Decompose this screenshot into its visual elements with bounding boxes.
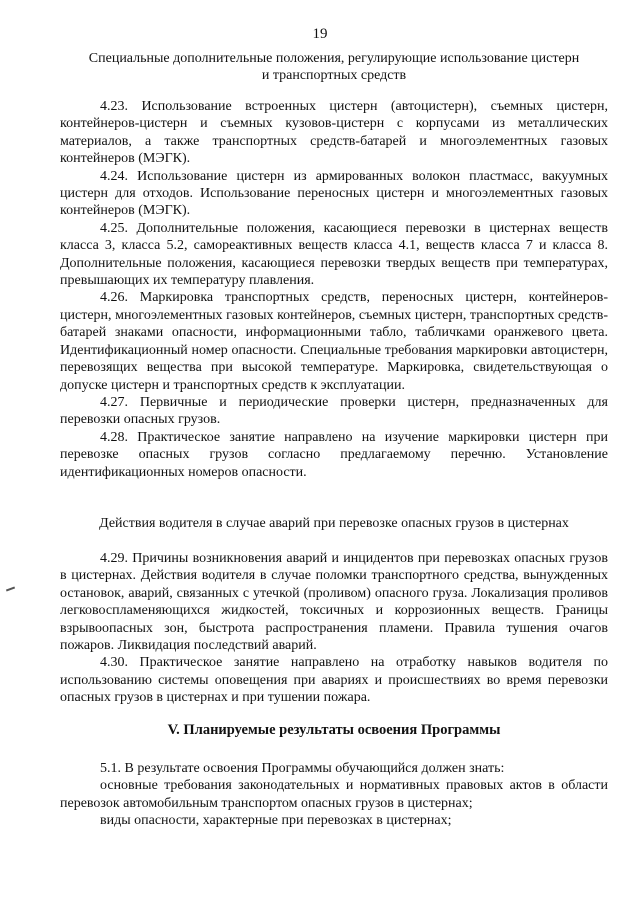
paragraph-hazard-types: виды опасности, характерные при перевозках в цистернах; [100, 813, 452, 829]
paragraph-requirements: основные требования законодательных и нормативных правовых актов в области перевозок автомобильным транспортом опасных грузов в цистернах; [60, 778, 608, 811]
paragraph-4-24: 4.24. Использование цистерн из армированных волокон пластмасс, вакуумных цистерн для отходов. Использование переносных цистерн и многоэлементных газовых контейнеров (МЭГК). [60, 168, 608, 219]
section-title-line-1: Специальные дополнительные положения, регулирующие использование цистерн [88, 51, 580, 66]
section-title-line-2: и транспортных средств [261, 68, 407, 83]
section-body-tanks [60, 98, 608, 481]
scan-artifact [6, 587, 15, 592]
paragraph-4-23: 4.23. Использование встроенных цистерн (автоцистерн), съемных цистерн, контейнеров-цистерн и съемных кузовов-цистерн с корпусами из металлических материалов, а также транспортных средств-батарей и многоэлементных газовых контейнеров (МЭГК). [60, 99, 608, 167]
page-number: 19 [312, 26, 328, 42]
section-body-results [60, 760, 608, 830]
paragraph-4-30: 4.30. Практическое занятие направлено на отработку навыков водителя по использованию системы оповещения при авариях и происшествиях во время перевозки опасных грузов в цистернах и при тушении пожара. [60, 655, 608, 706]
section-title-tanks [60, 50, 608, 84]
paragraph-4-29: 4.29. Причины возникновения аварий и инцидентов при перевозках опасных грузов в цистернах. Действия водителя в случае поломки транспортного средства, вынужденных остановок, аварий, связанных с утечкой (проливом) опасного груза. Локализация проливов легковоспламеняющихся жидкостей, токсичных и коррозионных веществ. Границы взрывоопасных зон, быстрота распространения пламени. Правила тушения очагов пожаров. Ликвидация последствий аварий. [60, 551, 608, 654]
section-title-results: V. Планируемые результаты освоения Программы [167, 722, 501, 738]
section-body-driver-actions [60, 550, 608, 707]
section-title-driver-actions: Действия водителя в случае аварий при перевозке опасных грузов в цистернах [99, 516, 569, 531]
paragraph-4-27: 4.27. Первичные и периодические проверки цистерн, предназначенных для перевозки опасных грузов. [60, 394, 608, 428]
paragraph-5-1: 5.1. В результате освоения Программы обучающийся должен знать: [100, 761, 505, 776]
paragraph-4-25: 4.25. Дополнительные положения, касающиеся перевозки в цистернах веществ класса 3, класса 5.2, самореактивных веществ класса 4.1, веществ класса 7 и класса 8. Дополнительные положения, касающиеся перевозки твердых веществ при температурах, превышающих их температуру плавления. [60, 220, 608, 289]
paragraph-4-28: 4.28. Практическое занятие направлено на изучение маркировки цистерн при перевозке опасных грузов согласно предлагаемому перечню. Установление идентификационных номеров опасности. [60, 429, 608, 480]
paragraph-4-26: 4.26. Маркировка транспортных средств, переносных цистерн, контейнеров-цистерн, многоэлементных газовых контейнеров, съемных цистерн, транспортных средств-батарей знаками опасности, информационными табло, табличками оранжевого цвета. Идентификационный номер опасности. Специальные требования маркировки автоцистерн, перевозящих вещества при высокой температуре. Маркировка, свидетельствующая о допуске цистерн и транспортных средств к эксплуатации. [60, 290, 608, 393]
